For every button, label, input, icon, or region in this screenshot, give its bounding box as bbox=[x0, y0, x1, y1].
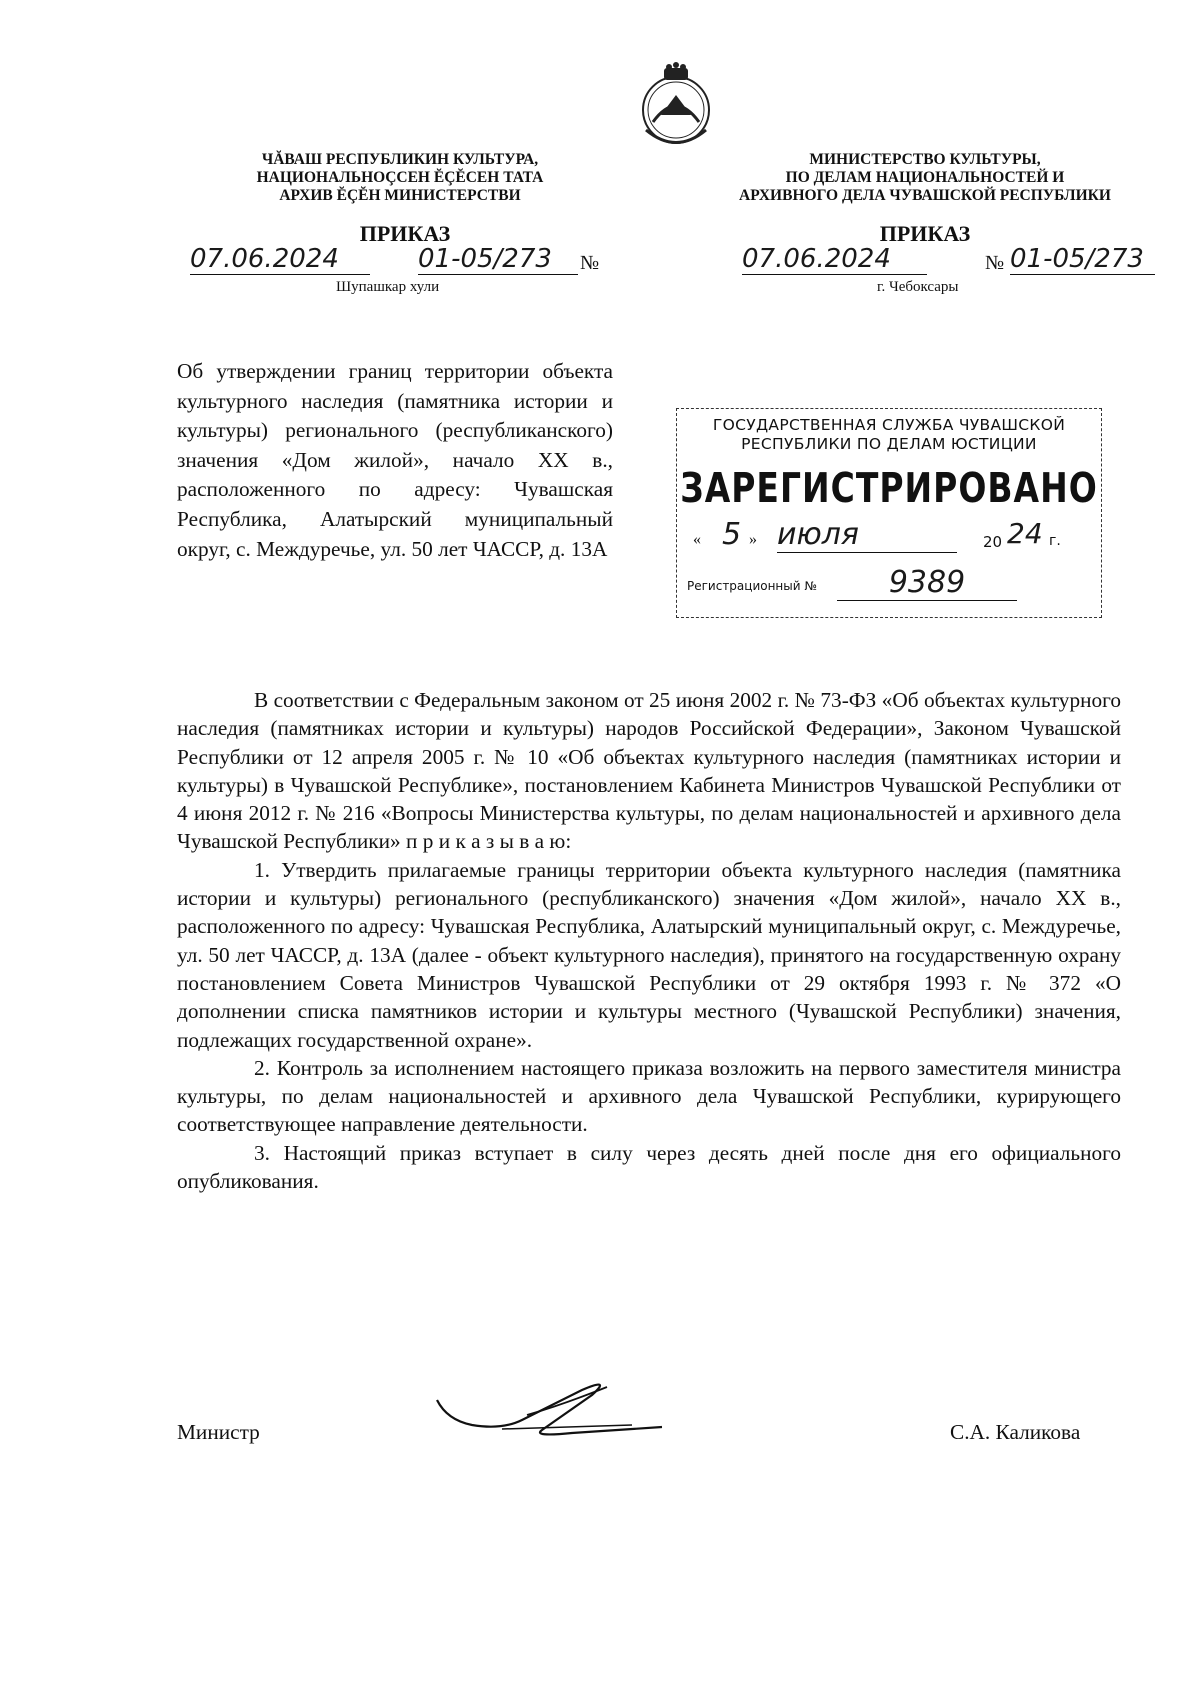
header-org-chuvash bbox=[215, 151, 585, 205]
signatory-name: С.А. Каликова bbox=[950, 1420, 1081, 1444]
item-1: 1. Утвердить прилагаемые границы территории объекта культурного наследия (памятника истории и культуры) регионального (республиканского) значения «Дом жилой», начало XX в., расположенного по адресу: Чувашская Республика, Алатырский муниципальный округ, с. Междуречье, ул. 50 лет ЧАССР, д. 13А (далее - объект культурного наследия), принятого на государственную охрану постановлением Совета Министров Чувашской Республики от 29 октября 1993 г. № 372 «О дополнении списка памятников истории и культуры местного (Чувашской Республики) значения, подлежащих государственной охране». bbox=[177, 857, 1121, 1052]
order-number-right: 01-05/273 bbox=[1010, 244, 1155, 275]
stamp-org bbox=[677, 416, 1101, 454]
stamp-reg-label: Регистрационный № bbox=[687, 579, 817, 593]
order-title-left: ПРИКАЗ bbox=[359, 221, 451, 246]
order-date-left: 07.06.2024 bbox=[190, 244, 370, 275]
stamp-line1: ГОСУДАРСТВЕННАЯ СЛУЖБА ЧУВАШСКОЙ bbox=[712, 416, 1066, 434]
header-left-line: НАЦИОНАЛЬНОÇСЕН ĔÇĔСЕН ТАТА bbox=[256, 169, 544, 186]
order-word: п р и к а з ы в а ю: bbox=[406, 829, 572, 854]
number-sign-left: № bbox=[580, 252, 600, 274]
order-number-left: 01-05/273 bbox=[418, 244, 578, 275]
stamp-day: 5 bbox=[722, 517, 742, 552]
order-date-right: 07.06.2024 bbox=[742, 244, 927, 275]
item-3: 3. Настоящий приказ вступает в силу через десять дней после дня его официального опубликования. bbox=[177, 1140, 1121, 1194]
order-subject bbox=[177, 357, 613, 564]
header-left-line: АРХИВ ĔÇĔН МИНИСТЕРСТВИ bbox=[279, 187, 521, 204]
signatory-role: Министр bbox=[177, 1420, 260, 1444]
item-2: 2. Контроль за исполнением настоящего приказа возложить на первого заместителя министра культуры, по делам национальностей и архивного дела Чувашской Республики, курирующего соответствующее направление деятельности. bbox=[177, 1055, 1121, 1137]
header-right-line: АРХИВНОГО ДЕЛА ЧУВАШСКОЙ РЕСПУБЛИКИ bbox=[739, 187, 1111, 204]
chuvash-emblem-icon bbox=[631, 60, 721, 150]
header-right-line: МИНИСТЕРСТВО КУЛЬТУРЫ, bbox=[809, 151, 1041, 168]
order-body bbox=[177, 686, 1121, 1195]
stamp-year-unit: г. bbox=[1049, 533, 1061, 549]
header-right-line: ПО ДЕЛАМ НАЦИОНАЛЬНОСТЕЙ И bbox=[785, 169, 1065, 186]
city-right: г. Чебоксары bbox=[877, 279, 959, 295]
stamp-reg-row bbox=[677, 565, 1101, 601]
stamp-month: июля bbox=[777, 517, 957, 553]
stamp-year-suffix: 24 bbox=[1007, 517, 1043, 550]
header-left-line: ЧĂВАШ РЕСПУБЛИКИН КУЛЬТУРА, bbox=[261, 151, 539, 168]
stamp-reg-number: 9389 bbox=[837, 565, 1017, 601]
stamp-line2: РЕСПУБЛИКИ ПО ДЕЛАМ ЮСТИЦИИ bbox=[741, 435, 1037, 453]
registration-stamp bbox=[676, 408, 1102, 618]
stamp-year-prefix: 20 bbox=[983, 533, 1003, 551]
stamp-date-row: « 5 » июля 20 24 г. bbox=[693, 517, 1061, 552]
subject-text: Об утверждении границ территории объекта культурного наследия (памятника истории и культуры) регионального (республиканского) значения «Дом жилой», начало XX в., расположенного по адресу: Чувашская Республика, Алатырский муниципальный округ, с. Междуречье, ул. 50 лет ЧАССР, д. 13А bbox=[177, 359, 613, 561]
preamble bbox=[177, 686, 1121, 856]
header-org-russian bbox=[715, 151, 1135, 205]
handwritten-signature bbox=[432, 1375, 682, 1455]
order-title-right: ПРИКАЗ bbox=[879, 221, 971, 246]
stamp-status: ЗАРЕГИСТРИРОВАНО bbox=[680, 463, 1098, 512]
preamble-text: В соответствии с Федеральным законом от 25 июня 2002 г. № 73-ФЗ «Об объектах культурного наследия (памятниках истории и культуры) народов Российской Федерации», Законом Чувашской Республики от 12 апреля 2005 г. № 10 «Об объектах культурного наследия (памятниках истории и культуры) в Чувашской Республике», постановлением Кабинета Министров Чувашской Республики от 4 июня 2012 г. № 216 «Вопросы Министерства культуры, по делам национальностей и архивного дела Чувашской Республики» bbox=[177, 688, 1121, 854]
number-sign-right: № bbox=[985, 252, 1005, 274]
city-left: Шупашкар хули bbox=[336, 279, 440, 295]
